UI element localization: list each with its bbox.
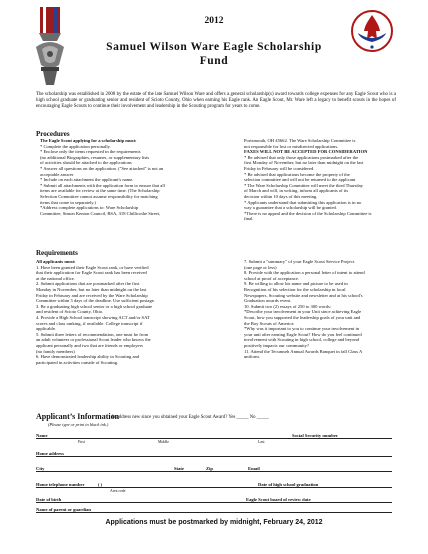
- text-line: first Monday of November, but no later than midnight on the last: [244, 160, 364, 166]
- form-year: 2012: [204, 16, 224, 26]
- ssn-label: Social Security number: [292, 433, 338, 438]
- text-line: 3. Be a graduating high school senior or a high school graduate: [36, 303, 153, 309]
- text-line: not responsible for lost or misdirected applications.: [244, 143, 339, 149]
- text-line: 11. Attend the Tecumseh Annual Awards Banquet in fall Class A: [244, 348, 363, 354]
- text-line: *Describe your involvement in your Unit since achieving Eagle: [244, 309, 362, 315]
- procedures-heading: Procedures: [36, 130, 70, 138]
- text-line: * Be advised that only those applications postmarked after the: [244, 154, 359, 160]
- graduation-date-label: Date of high school graduation: [258, 482, 319, 487]
- text-line: participated in activities outside of Scouting.: [36, 359, 119, 365]
- text-line: at the national office.: [36, 275, 75, 281]
- procedures-left-column: [40, 138, 235, 216]
- form-title-line2: Fund: [199, 55, 229, 67]
- text-line: 6. Have demonstrated leadership ability in Scouting and: [36, 354, 140, 360]
- text-line: * Answer all questions on the application. ("See attached" is not an: [40, 165, 164, 171]
- text-line: acceptable answer: [40, 171, 74, 177]
- text-line: Scout, how you supported the leadership goals of your unit and: [244, 314, 361, 320]
- text-line: FAXES WILL NOT BE ACCEPTED FOR CONSIDERATION: [244, 149, 368, 155]
- text-line: of activities should be attached to the applications: [40, 160, 132, 166]
- eagle-medal-icon: [33, 7, 67, 89]
- name-first-sub: First: [78, 440, 85, 444]
- text-line: that their application for Eagle Scout rank has been received: [36, 270, 147, 276]
- text-line: way a guarantee that a scholarship will be granted.: [244, 205, 337, 211]
- text-line: Newspapers, Scouting website and newsletter and at his school's: [244, 292, 363, 298]
- date-of-birth-label: Date of birth: [36, 497, 62, 502]
- print-instruction: (Please type or print in black ink.): [48, 422, 109, 427]
- text-line: (no family members): [36, 348, 75, 354]
- text-line: and resident of Scioto County, Ohio.: [36, 309, 104, 315]
- area-code-paren: ( ): [98, 482, 103, 487]
- text-line: (no additional Biographies, resumes, or supplementary lists: [40, 154, 150, 160]
- text-line: *Why was it important to you to continue your involvement in: [244, 326, 360, 332]
- requirements-heading: Requirements: [36, 249, 78, 257]
- name-last-sub: Last: [258, 440, 265, 444]
- zip-label: Zip: [206, 466, 213, 471]
- text-line: 9. Be willing to allow his name and picture to be used in: [244, 281, 348, 287]
- requirements-right-column: [244, 259, 409, 360]
- text-line: * Enclose only the items requested in the requirements: [40, 149, 141, 155]
- text-line: your unit after earning Eagle Scout? How do you feel continued: [244, 331, 362, 337]
- text-line: 8. Provide with the application a personal letter of intent to attend: [244, 270, 365, 276]
- text-line: items that come in separately.): [40, 199, 96, 205]
- text-line: 1. Have been granted their Eagle Scout rank, or have verified: [36, 264, 149, 270]
- area-code-sub: Area code: [110, 489, 126, 493]
- text-line: the Boy Scouts of America: [244, 320, 294, 326]
- city-label: City: [36, 466, 45, 471]
- applicant-info-heading: Applicant’s Information: [36, 412, 120, 421]
- text-line: 4. Provide a High School transcript showing ACT and/or SAT: [36, 314, 150, 320]
- text-line: final.: [244, 216, 254, 222]
- guardian-label: Name of parent or guardian: [36, 507, 91, 512]
- text-line: selection committee and will not be returned to the applicant: [244, 177, 356, 183]
- text-line: items are available for review at the same time. (The Scholarship: [40, 188, 160, 194]
- text-line: Committee, Simon Kenton Council, BSA, 318 Chillicothe Street,: [40, 210, 161, 216]
- text-line: * Be advised that applications become the property of the: [244, 171, 350, 177]
- text-line: uniform.: [244, 354, 260, 360]
- text-line: applicant personally and two that are friends or employers: [36, 342, 143, 348]
- text-line: *There is no appeal and the decision of the Scholarship Committee is: [244, 210, 372, 216]
- procedures-right-column: [244, 138, 409, 222]
- address-new-question: Is address new since you obtained your Eagle Scout Award? Yes _____ No _____: [112, 415, 269, 420]
- text-line: * The Ware Scholarship Committee will meet the third Thursday: [244, 182, 363, 188]
- dob-rule: [36, 502, 392, 503]
- text-line: Monday in November, but no later than midnight on the last: [36, 286, 147, 292]
- text-line: (one page or less): [244, 264, 277, 270]
- text-line: 7. Submit a "summary" of your Eagle Scout Service Project.: [244, 259, 356, 264]
- form-title-line1: Samuel Wilson Ware Eagle Scholarship: [106, 41, 322, 53]
- board-review-label: Eagle Scout board of review date: [246, 497, 311, 502]
- text-line: All applicants must:: [36, 259, 76, 264]
- text-line: positively impacts our community?: [244, 342, 309, 348]
- text-line: decision within 10 days of this meeting.: [244, 193, 318, 199]
- name-middle-sub: Middle: [158, 440, 169, 444]
- text-line: * Applicants understand that submitting this application is in no: [244, 199, 362, 205]
- text-line: Selection Committee cannot assume responsibility for matching: [40, 193, 158, 199]
- scouting-emblem-icon: [350, 9, 394, 53]
- text-line: Graduation awards event.: [244, 298, 292, 304]
- text-line: involvement with Scouting in high school, college and beyond: [244, 337, 359, 343]
- text-line: * Submit all attachments with the application form to ensure that all: [40, 182, 165, 188]
- intro-paragraph: The scholarship was established in 2008 by the estate of the late Samuel Wilson Ware and offers a general scholarship(s) award towards college expenses for any Eagle Scout who is a high school graduate or graduating senior and resident of Scioto County, Ohio when earning his Eagle rank. An Eagle Scout, Mr. Ware left a legacy to benefit scouts in the hopes of encouraging Eagle Scouts to continue their involvement and leadership in the Scouting program for years to come.: [36, 92, 396, 110]
- text-line: The Eagle Scout applying for a scholarship must:: [40, 138, 137, 143]
- text-line: school at proof of acceptance.: [244, 275, 299, 281]
- text-line: Friday in February will be considered.: [244, 165, 315, 171]
- home-phone-label: Home telephone number: [36, 482, 85, 487]
- text-line: * Include on each attachment the applicant's name.: [40, 177, 134, 183]
- text-line: applicable.: [36, 326, 57, 332]
- guardian-rule: [36, 512, 392, 513]
- text-line: Recognition of his selection for the scholarship in local: [244, 286, 346, 292]
- text-line: Friday in February and are received by the Ware Scholarship: [36, 292, 148, 298]
- form-title: [70, 40, 358, 68]
- phone-rule: [36, 487, 392, 488]
- city-rule: [36, 471, 392, 472]
- requirements-left-column: [36, 259, 236, 365]
- text-line: * Complete the application personally.: [40, 143, 111, 149]
- text-line: Committee within 5 days of the deadline. Use sufficient postage.: [36, 298, 155, 304]
- deadline-footer: Applications must be postmarked by midnight, February 24, 2012: [105, 519, 323, 526]
- email-label: Email: [248, 466, 260, 471]
- text-line: of March and will, in writing, inform all applicants of its: [244, 188, 349, 194]
- text-line: 2. Submit applications that are postmarked after the first: [36, 281, 140, 287]
- text-line: 10. Submit two (2) essays of 250 to 300 words:: [244, 303, 332, 309]
- home-address-label: Home address: [36, 451, 64, 456]
- text-line: an adult volunteer or professional Scout leader who knows the: [36, 337, 151, 343]
- name-rule: [36, 438, 392, 439]
- name-label: Name: [36, 433, 48, 438]
- text-line: *Address complete applications to: Ware Scholarship: [40, 205, 139, 211]
- text-line: 5. Submit three letters of recommendation, one must be from: [36, 331, 149, 337]
- address-rule: [36, 456, 392, 457]
- text-line: scores and class ranking, if available. College transcript if: [36, 320, 143, 326]
- text-line: Portsmouth, OH 45662. The Ware Scholarship Committee is: [244, 138, 356, 143]
- state-label: State: [174, 466, 184, 471]
